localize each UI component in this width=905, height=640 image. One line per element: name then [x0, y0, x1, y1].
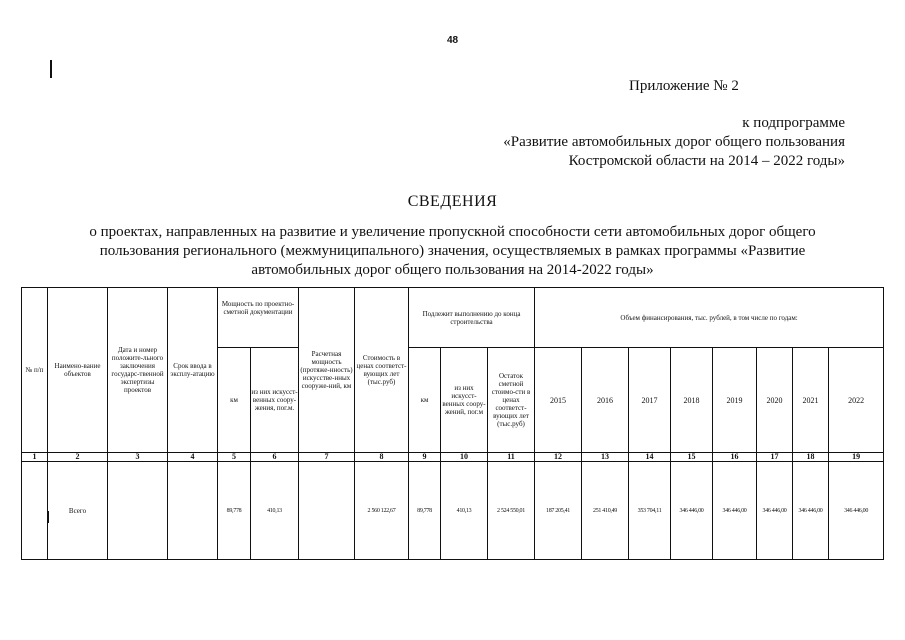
column-number: 3 [108, 453, 168, 462]
header-year: 2017 [629, 348, 671, 453]
description-line-1: о проектах, направленных на развитие и увеличение пропускной способности сети автомобильных дорог общего [89, 224, 816, 240]
column-number: 18 [793, 453, 829, 462]
header-year: 2019 [713, 348, 757, 453]
header-rem-cost: Остаток сметной стоимо-сти в ценах соответст-вующих лет (тыс.руб) [488, 348, 535, 453]
column-number: 2 [48, 453, 108, 462]
subprogram-line-1: к подпрограмме [742, 115, 845, 131]
cell-power-km: 89,778 [218, 462, 251, 560]
page-number: 48 [446, 35, 459, 46]
row-mark [47, 511, 49, 523]
cell-year-value: 346 446,00 [713, 462, 757, 560]
margin-mark [50, 60, 52, 78]
cell-date [108, 462, 168, 560]
column-number: 9 [409, 453, 441, 462]
header-year: 2021 [793, 348, 829, 453]
header-name: Наимено-вание объектов [48, 288, 108, 453]
header-year: 2020 [757, 348, 793, 453]
column-number: 19 [829, 453, 884, 462]
subprogram-line-2: «Развитие автомобильных дорог общего пользования [503, 134, 845, 150]
header-remaining-group: Подлежит выполнению до конца строительства [409, 288, 535, 348]
header-num: № п/п [22, 288, 48, 453]
projects-table [21, 287, 884, 560]
header-date: Дата и номер положите-льного заключения государс-твенной экспертизы проектов [108, 288, 168, 453]
table-row [22, 462, 884, 560]
column-number: 11 [488, 453, 535, 462]
column-number: 8 [355, 453, 409, 462]
header-calc-power: Расчетная мощность (протяже-нность) искусстве-нных сооруже-ний, км [299, 288, 355, 453]
column-number: 13 [582, 453, 629, 462]
column-number: 10 [441, 453, 488, 462]
column-number: 14 [629, 453, 671, 462]
cell-cost: 2 560 122,67 [355, 462, 409, 560]
header-power-art: из них искусст-венных соору-жения, пог.м. [251, 348, 299, 453]
column-number: 5 [218, 453, 251, 462]
cell-year-value: 353 704,11 [629, 462, 671, 560]
subprogram-line-3: Костромской области на 2014 – 2022 годы» [568, 153, 845, 169]
column-number: 4 [168, 453, 218, 462]
header-year: 2022 [829, 348, 884, 453]
column-number: 1 [22, 453, 48, 462]
cell-rem-art: 410,13 [441, 462, 488, 560]
document-title: СВЕДЕНИЯ [407, 193, 498, 210]
column-number: 6 [251, 453, 299, 462]
cell-year-value: 187 205,41 [535, 462, 582, 560]
header-rem-art: из них искусст-венных соору-жений, пог.м [441, 348, 488, 453]
header-cost: Стоимость в ценах соответст-вующих лет (тыс.руб) [355, 288, 409, 453]
description-line-3: автомобильных дорог общего пользования на 2014-2022 годы» [251, 262, 654, 278]
cell-power-art: 410,13 [251, 462, 299, 560]
cell-calc-power [299, 462, 355, 560]
appendix-label: Приложение № 2 [629, 78, 739, 94]
header-power-group: Мощность по проектно-сметной документации [218, 288, 299, 348]
column-number: 15 [671, 453, 713, 462]
column-number: 12 [535, 453, 582, 462]
header-year: 2018 [671, 348, 713, 453]
cell-year-value: 346 446,00 [757, 462, 793, 560]
column-number: 16 [713, 453, 757, 462]
header-year: 2015 [535, 348, 582, 453]
header-rem-km: км [409, 348, 441, 453]
cell-name: Всего [48, 462, 108, 560]
column-number: 17 [757, 453, 793, 462]
header-funding-group: Объем финансирования, тыс. рублей, в том числе по годам: [535, 288, 884, 348]
description-line-2: пользования регионального (межмуниципального) значения, осуществляемых в рамках программы «Развитие [99, 243, 806, 259]
cell-rem-cost: 2 524 550,01 [488, 462, 535, 560]
cell-year-value: 346 446,00 [793, 462, 829, 560]
cell-year-value: 346 446,00 [829, 462, 884, 560]
cell-num [22, 462, 48, 560]
cell-term [168, 462, 218, 560]
cell-rem-km: 89,778 [409, 462, 441, 560]
column-number: 7 [299, 453, 355, 462]
header-term: Срок ввода в эксплу-атацию [168, 288, 218, 453]
header-power-km: км [218, 348, 251, 453]
cell-year-value: 346 446,00 [671, 462, 713, 560]
cell-year-value: 251 410,49 [582, 462, 629, 560]
header-year: 2016 [582, 348, 629, 453]
